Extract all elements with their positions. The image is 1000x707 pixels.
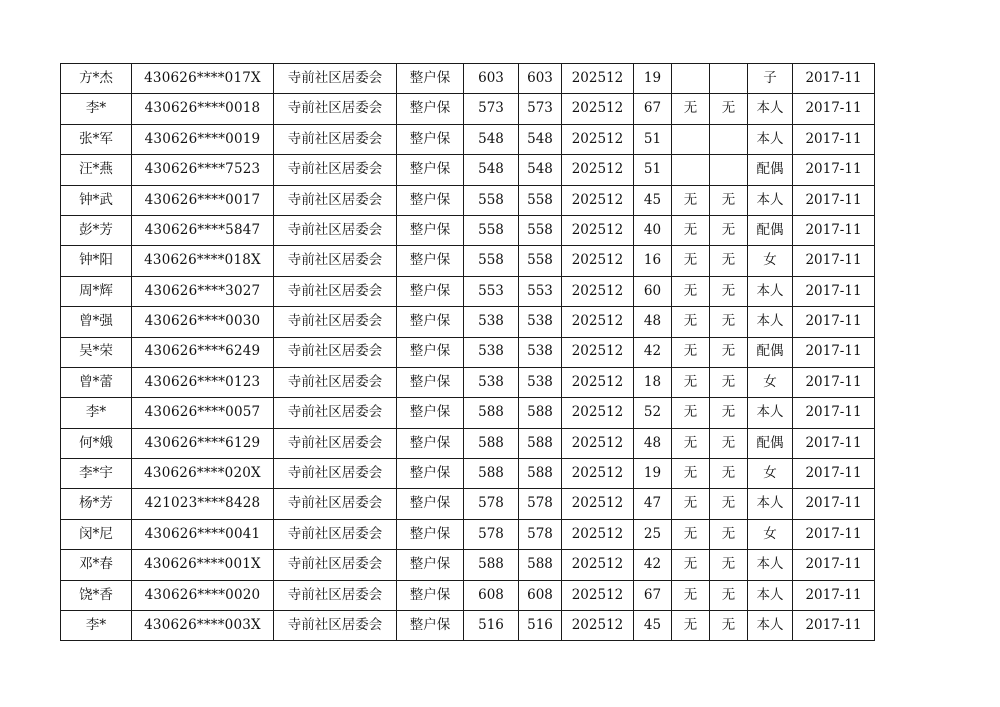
relation-cell: 本人 xyxy=(748,276,793,306)
age-cell: 40 xyxy=(634,215,672,245)
age-cell: 47 xyxy=(634,489,672,519)
condition-cell-1: 无 xyxy=(672,550,710,580)
month-cell: 202512 xyxy=(562,611,634,641)
month-cell: 202512 xyxy=(562,307,634,337)
age-cell: 48 xyxy=(634,428,672,458)
relation-cell: 本人 xyxy=(748,611,793,641)
assistance-type-cell: 整户保 xyxy=(397,367,464,397)
amount-cell: 548 xyxy=(464,155,519,185)
condition-cell-2: 无 xyxy=(710,246,748,276)
age-cell: 48 xyxy=(634,307,672,337)
age-cell: 42 xyxy=(634,550,672,580)
amount-cell-2: 538 xyxy=(519,307,562,337)
table-row xyxy=(61,580,875,610)
table-row xyxy=(61,276,875,306)
id-number-cell: 430626****017X xyxy=(132,64,274,94)
amount-cell-2: 603 xyxy=(519,64,562,94)
amount-cell-2: 588 xyxy=(519,398,562,428)
amount-cell-2: 578 xyxy=(519,519,562,549)
table-row xyxy=(61,367,875,397)
date-cell: 2017-11 xyxy=(793,215,875,245)
table-row xyxy=(61,611,875,641)
condition-cell-1 xyxy=(672,64,710,94)
date-cell: 2017-11 xyxy=(793,398,875,428)
condition-cell-2: 无 xyxy=(710,550,748,580)
assistance-type-cell: 整户保 xyxy=(397,94,464,124)
relation-cell: 本人 xyxy=(748,124,793,154)
community-cell: 寺前社区居委会 xyxy=(274,337,397,367)
date-cell: 2017-11 xyxy=(793,185,875,215)
amount-cell: 588 xyxy=(464,459,519,489)
name-cell: 方*杰 xyxy=(61,64,132,94)
table-row xyxy=(61,307,875,337)
condition-cell-2: 无 xyxy=(710,519,748,549)
month-cell: 202512 xyxy=(562,519,634,549)
community-cell: 寺前社区居委会 xyxy=(274,580,397,610)
amount-cell-2: 538 xyxy=(519,367,562,397)
age-cell: 45 xyxy=(634,185,672,215)
amount-cell-2: 538 xyxy=(519,337,562,367)
date-cell: 2017-11 xyxy=(793,94,875,124)
table-row xyxy=(61,459,875,489)
relation-cell: 本人 xyxy=(748,307,793,337)
relation-cell: 子 xyxy=(748,64,793,94)
community-cell: 寺前社区居委会 xyxy=(274,489,397,519)
community-cell: 寺前社区居委会 xyxy=(274,550,397,580)
date-cell: 2017-11 xyxy=(793,489,875,519)
month-cell: 202512 xyxy=(562,185,634,215)
community-cell: 寺前社区居委会 xyxy=(274,459,397,489)
amount-cell: 608 xyxy=(464,580,519,610)
id-number-cell: 430626****0123 xyxy=(132,367,274,397)
month-cell: 202512 xyxy=(562,398,634,428)
amount-cell-2: 588 xyxy=(519,459,562,489)
month-cell: 202512 xyxy=(562,428,634,458)
age-cell: 19 xyxy=(634,459,672,489)
month-cell: 202512 xyxy=(562,124,634,154)
condition-cell-1: 无 xyxy=(672,215,710,245)
age-cell: 18 xyxy=(634,367,672,397)
community-cell: 寺前社区居委会 xyxy=(274,155,397,185)
condition-cell-2: 无 xyxy=(710,276,748,306)
assistance-type-cell: 整户保 xyxy=(397,550,464,580)
community-cell: 寺前社区居委会 xyxy=(274,519,397,549)
table-row xyxy=(61,489,875,519)
community-cell: 寺前社区居委会 xyxy=(274,215,397,245)
community-cell: 寺前社区居委会 xyxy=(274,428,397,458)
date-cell: 2017-11 xyxy=(793,459,875,489)
condition-cell-1: 无 xyxy=(672,185,710,215)
id-number-cell: 430626****6129 xyxy=(132,428,274,458)
name-cell: 闵*尼 xyxy=(61,519,132,549)
age-cell: 42 xyxy=(634,337,672,367)
amount-cell-2: 573 xyxy=(519,94,562,124)
amount-cell: 558 xyxy=(464,215,519,245)
condition-cell-2: 无 xyxy=(710,489,748,519)
condition-cell-1 xyxy=(672,155,710,185)
condition-cell-1 xyxy=(672,124,710,154)
condition-cell-2 xyxy=(710,155,748,185)
id-number-cell: 430626****0017 xyxy=(132,185,274,215)
relation-cell: 本人 xyxy=(748,94,793,124)
age-cell: 67 xyxy=(634,94,672,124)
relation-cell: 女 xyxy=(748,459,793,489)
amount-cell: 588 xyxy=(464,398,519,428)
amount-cell: 538 xyxy=(464,337,519,367)
condition-cell-2 xyxy=(710,64,748,94)
table-row xyxy=(61,124,875,154)
date-cell: 2017-11 xyxy=(793,580,875,610)
amount-cell-2: 548 xyxy=(519,124,562,154)
month-cell: 202512 xyxy=(562,337,634,367)
amount-cell: 603 xyxy=(464,64,519,94)
relation-cell: 本人 xyxy=(748,185,793,215)
date-cell: 2017-11 xyxy=(793,246,875,276)
assistance-type-cell: 整户保 xyxy=(397,398,464,428)
month-cell: 202512 xyxy=(562,276,634,306)
relation-cell: 女 xyxy=(748,519,793,549)
month-cell: 202512 xyxy=(562,246,634,276)
name-cell: 张*军 xyxy=(61,124,132,154)
relation-cell: 配偶 xyxy=(748,337,793,367)
condition-cell-1: 无 xyxy=(672,459,710,489)
month-cell: 202512 xyxy=(562,550,634,580)
amount-cell-2: 558 xyxy=(519,215,562,245)
age-cell: 25 xyxy=(634,519,672,549)
id-number-cell: 430626****0041 xyxy=(132,519,274,549)
amount-cell: 538 xyxy=(464,367,519,397)
condition-cell-2: 无 xyxy=(710,428,748,458)
assistance-type-cell: 整户保 xyxy=(397,428,464,458)
amount-cell: 516 xyxy=(464,611,519,641)
community-cell: 寺前社区居委会 xyxy=(274,185,397,215)
condition-cell-2 xyxy=(710,124,748,154)
amount-cell: 578 xyxy=(464,489,519,519)
condition-cell-1: 无 xyxy=(672,489,710,519)
month-cell: 202512 xyxy=(562,367,634,397)
relation-cell: 女 xyxy=(748,246,793,276)
community-cell: 寺前社区居委会 xyxy=(274,611,397,641)
name-cell: 李*宇 xyxy=(61,459,132,489)
condition-cell-1: 无 xyxy=(672,580,710,610)
relation-cell: 配偶 xyxy=(748,155,793,185)
condition-cell-1: 无 xyxy=(672,337,710,367)
condition-cell-2: 无 xyxy=(710,94,748,124)
month-cell: 202512 xyxy=(562,64,634,94)
amount-cell: 578 xyxy=(464,519,519,549)
amount-cell: 573 xyxy=(464,94,519,124)
beneficiary-table xyxy=(60,63,875,641)
id-number-cell: 430626****0018 xyxy=(132,94,274,124)
assistance-type-cell: 整户保 xyxy=(397,246,464,276)
condition-cell-1: 无 xyxy=(672,367,710,397)
date-cell: 2017-11 xyxy=(793,276,875,306)
name-cell: 曾*强 xyxy=(61,307,132,337)
amount-cell-2: 558 xyxy=(519,185,562,215)
assistance-type-cell: 整户保 xyxy=(397,459,464,489)
date-cell: 2017-11 xyxy=(793,337,875,367)
amount-cell-2: 553 xyxy=(519,276,562,306)
table-row xyxy=(61,215,875,245)
table-row xyxy=(61,155,875,185)
condition-cell-2: 无 xyxy=(710,398,748,428)
table-row xyxy=(61,337,875,367)
assistance-type-cell: 整户保 xyxy=(397,215,464,245)
age-cell: 45 xyxy=(634,611,672,641)
community-cell: 寺前社区居委会 xyxy=(274,246,397,276)
name-cell: 曾*蕾 xyxy=(61,367,132,397)
id-number-cell: 430626****6249 xyxy=(132,337,274,367)
amount-cell-2: 588 xyxy=(519,550,562,580)
date-cell: 2017-11 xyxy=(793,550,875,580)
condition-cell-2: 无 xyxy=(710,307,748,337)
name-cell: 邓*春 xyxy=(61,550,132,580)
condition-cell-2: 无 xyxy=(710,185,748,215)
id-number-cell: 430626****003X xyxy=(132,611,274,641)
age-cell: 67 xyxy=(634,580,672,610)
id-number-cell: 430626****0057 xyxy=(132,398,274,428)
month-cell: 202512 xyxy=(562,489,634,519)
date-cell: 2017-11 xyxy=(793,428,875,458)
community-cell: 寺前社区居委会 xyxy=(274,367,397,397)
name-cell: 饶*香 xyxy=(61,580,132,610)
condition-cell-1: 无 xyxy=(672,276,710,306)
community-cell: 寺前社区居委会 xyxy=(274,124,397,154)
condition-cell-1: 无 xyxy=(672,307,710,337)
amount-cell: 548 xyxy=(464,124,519,154)
name-cell: 李* xyxy=(61,611,132,641)
relation-cell: 女 xyxy=(748,367,793,397)
assistance-type-cell: 整户保 xyxy=(397,519,464,549)
month-cell: 202512 xyxy=(562,459,634,489)
assistance-type-cell: 整户保 xyxy=(397,64,464,94)
amount-cell-2: 516 xyxy=(519,611,562,641)
community-cell: 寺前社区居委会 xyxy=(274,307,397,337)
name-cell: 彭*芳 xyxy=(61,215,132,245)
table-row xyxy=(61,185,875,215)
assistance-type-cell: 整户保 xyxy=(397,276,464,306)
age-cell: 16 xyxy=(634,246,672,276)
table-row xyxy=(61,519,875,549)
id-number-cell: 430626****5847 xyxy=(132,215,274,245)
id-number-cell: 430626****0020 xyxy=(132,580,274,610)
relation-cell: 本人 xyxy=(748,580,793,610)
assistance-type-cell: 整户保 xyxy=(397,580,464,610)
amount-cell: 553 xyxy=(464,276,519,306)
community-cell: 寺前社区居委会 xyxy=(274,64,397,94)
month-cell: 202512 xyxy=(562,580,634,610)
table-body xyxy=(61,64,875,641)
condition-cell-1: 无 xyxy=(672,94,710,124)
id-number-cell: 430626****001X xyxy=(132,550,274,580)
age-cell: 19 xyxy=(634,64,672,94)
name-cell: 钟*阳 xyxy=(61,246,132,276)
assistance-type-cell: 整户保 xyxy=(397,337,464,367)
id-number-cell: 430626****0019 xyxy=(132,124,274,154)
name-cell: 何*娥 xyxy=(61,428,132,458)
amount-cell: 558 xyxy=(464,185,519,215)
month-cell: 202512 xyxy=(562,215,634,245)
age-cell: 51 xyxy=(634,155,672,185)
assistance-type-cell: 整户保 xyxy=(397,489,464,519)
assistance-type-cell: 整户保 xyxy=(397,124,464,154)
name-cell: 李* xyxy=(61,94,132,124)
table-row xyxy=(61,428,875,458)
condition-cell-2: 无 xyxy=(710,459,748,489)
date-cell: 2017-11 xyxy=(793,611,875,641)
name-cell: 吴*荣 xyxy=(61,337,132,367)
relation-cell: 本人 xyxy=(748,489,793,519)
amount-cell: 588 xyxy=(464,550,519,580)
condition-cell-2: 无 xyxy=(710,367,748,397)
name-cell: 汪*燕 xyxy=(61,155,132,185)
amount-cell-2: 588 xyxy=(519,428,562,458)
condition-cell-1: 无 xyxy=(672,398,710,428)
amount-cell-2: 608 xyxy=(519,580,562,610)
condition-cell-1: 无 xyxy=(672,428,710,458)
age-cell: 60 xyxy=(634,276,672,306)
table-row xyxy=(61,94,875,124)
amount-cell: 558 xyxy=(464,246,519,276)
amount-cell-2: 548 xyxy=(519,155,562,185)
table-row xyxy=(61,246,875,276)
table-row xyxy=(61,550,875,580)
name-cell: 钟*武 xyxy=(61,185,132,215)
id-number-cell: 430626****7523 xyxy=(132,155,274,185)
condition-cell-2: 无 xyxy=(710,337,748,367)
assistance-type-cell: 整户保 xyxy=(397,611,464,641)
amount-cell: 538 xyxy=(464,307,519,337)
name-cell: 李* xyxy=(61,398,132,428)
id-number-cell: 421023****8428 xyxy=(132,489,274,519)
relation-cell: 配偶 xyxy=(748,215,793,245)
name-cell: 杨*芳 xyxy=(61,489,132,519)
age-cell: 51 xyxy=(634,124,672,154)
date-cell: 2017-11 xyxy=(793,307,875,337)
date-cell: 2017-11 xyxy=(793,155,875,185)
id-number-cell: 430626****020X xyxy=(132,459,274,489)
relation-cell: 本人 xyxy=(748,550,793,580)
month-cell: 202512 xyxy=(562,94,634,124)
assistance-type-cell: 整户保 xyxy=(397,155,464,185)
date-cell: 2017-11 xyxy=(793,64,875,94)
month-cell: 202512 xyxy=(562,155,634,185)
id-number-cell: 430626****0030 xyxy=(132,307,274,337)
table-row xyxy=(61,64,875,94)
date-cell: 2017-11 xyxy=(793,367,875,397)
date-cell: 2017-11 xyxy=(793,519,875,549)
relation-cell: 本人 xyxy=(748,398,793,428)
amount-cell-2: 578 xyxy=(519,489,562,519)
condition-cell-1: 无 xyxy=(672,611,710,641)
community-cell: 寺前社区居委会 xyxy=(274,398,397,428)
amount-cell: 588 xyxy=(464,428,519,458)
assistance-type-cell: 整户保 xyxy=(397,307,464,337)
name-cell: 周*辉 xyxy=(61,276,132,306)
id-number-cell: 430626****3027 xyxy=(132,276,274,306)
condition-cell-2: 无 xyxy=(710,611,748,641)
amount-cell-2: 558 xyxy=(519,246,562,276)
condition-cell-1: 无 xyxy=(672,246,710,276)
community-cell: 寺前社区居委会 xyxy=(274,94,397,124)
relation-cell: 配偶 xyxy=(748,428,793,458)
condition-cell-2: 无 xyxy=(710,215,748,245)
assistance-type-cell: 整户保 xyxy=(397,185,464,215)
community-cell: 寺前社区居委会 xyxy=(274,276,397,306)
condition-cell-2: 无 xyxy=(710,580,748,610)
date-cell: 2017-11 xyxy=(793,124,875,154)
table-row xyxy=(61,398,875,428)
id-number-cell: 430626****018X xyxy=(132,246,274,276)
age-cell: 52 xyxy=(634,398,672,428)
condition-cell-1: 无 xyxy=(672,519,710,549)
